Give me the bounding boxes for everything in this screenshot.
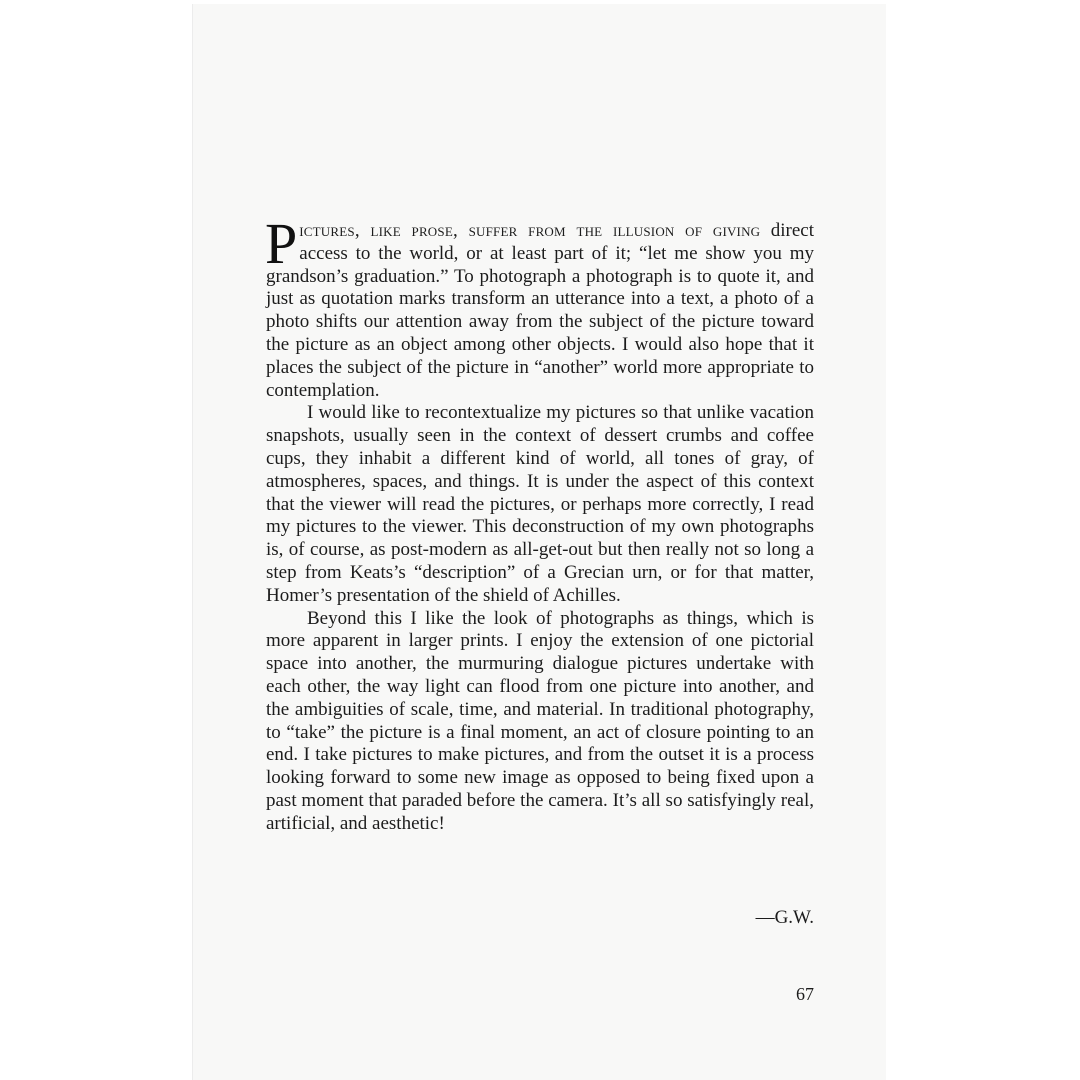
essay-body	[265, 211, 814, 836]
paragraph-2: I would like to recontextualize my pictures so that unlike vacation snapshots, usually seen in the context of dessert crumbs and coffee cups, they inhabit a different kind of world, all tones of gray, of atmospheres, spaces, and things. It is under the aspect of this context that the viewer will read the pictures, or perhaps more correctly, I read my pictures to the viewer. This deconstruction of my own photographs is, of course, as post-modern as all-get-out but then really not so long a step from Keats’s “description” of a Grecian urn, or for that matter, Homer’s presentation of the shield of Achilles.	[266, 402, 814, 606]
paragraph-3: Beyond this I like the look of photographs as things, which is more apparent in larger prints. I enjoy the extension of one pictorial space into another, the murmuring dialogue pictures undertake with each other, the way light can flood from one picture into another, and the ambiguities of scale, time, and material. In traditional photography, to “take” the picture is a final moment, an act of closure pointing to an end. I take pictures to make pictures, and from the outset it is a process looking forward to some new image as opposed to being fixed upon a past moment that paraded before the camera. It’s all so satisfyingly real, artificial, and aesthetic!	[266, 607, 814, 834]
page-number: 67	[796, 984, 814, 1004]
drop-cap: P	[265, 211, 298, 276]
author-signature: —G.W.	[755, 907, 814, 928]
paragraph-1	[265, 211, 814, 402]
paragraph-1-text: direct access to the world, or at least part of it; “let me show you my grandson’s graduation.” To photograph a photograph is to quote it, and just as quotation marks transform an utterance into a text, a photo of a photo shifts our attention away from the subject of the picture toward the picture as an object among other objects. I would also hope that it places the subject of the picture in “another” world more appropriate to contemplation.	[266, 220, 814, 401]
lead-in-small-caps: ictures, like prose, suffer from the illusion of giving	[299, 220, 761, 241]
